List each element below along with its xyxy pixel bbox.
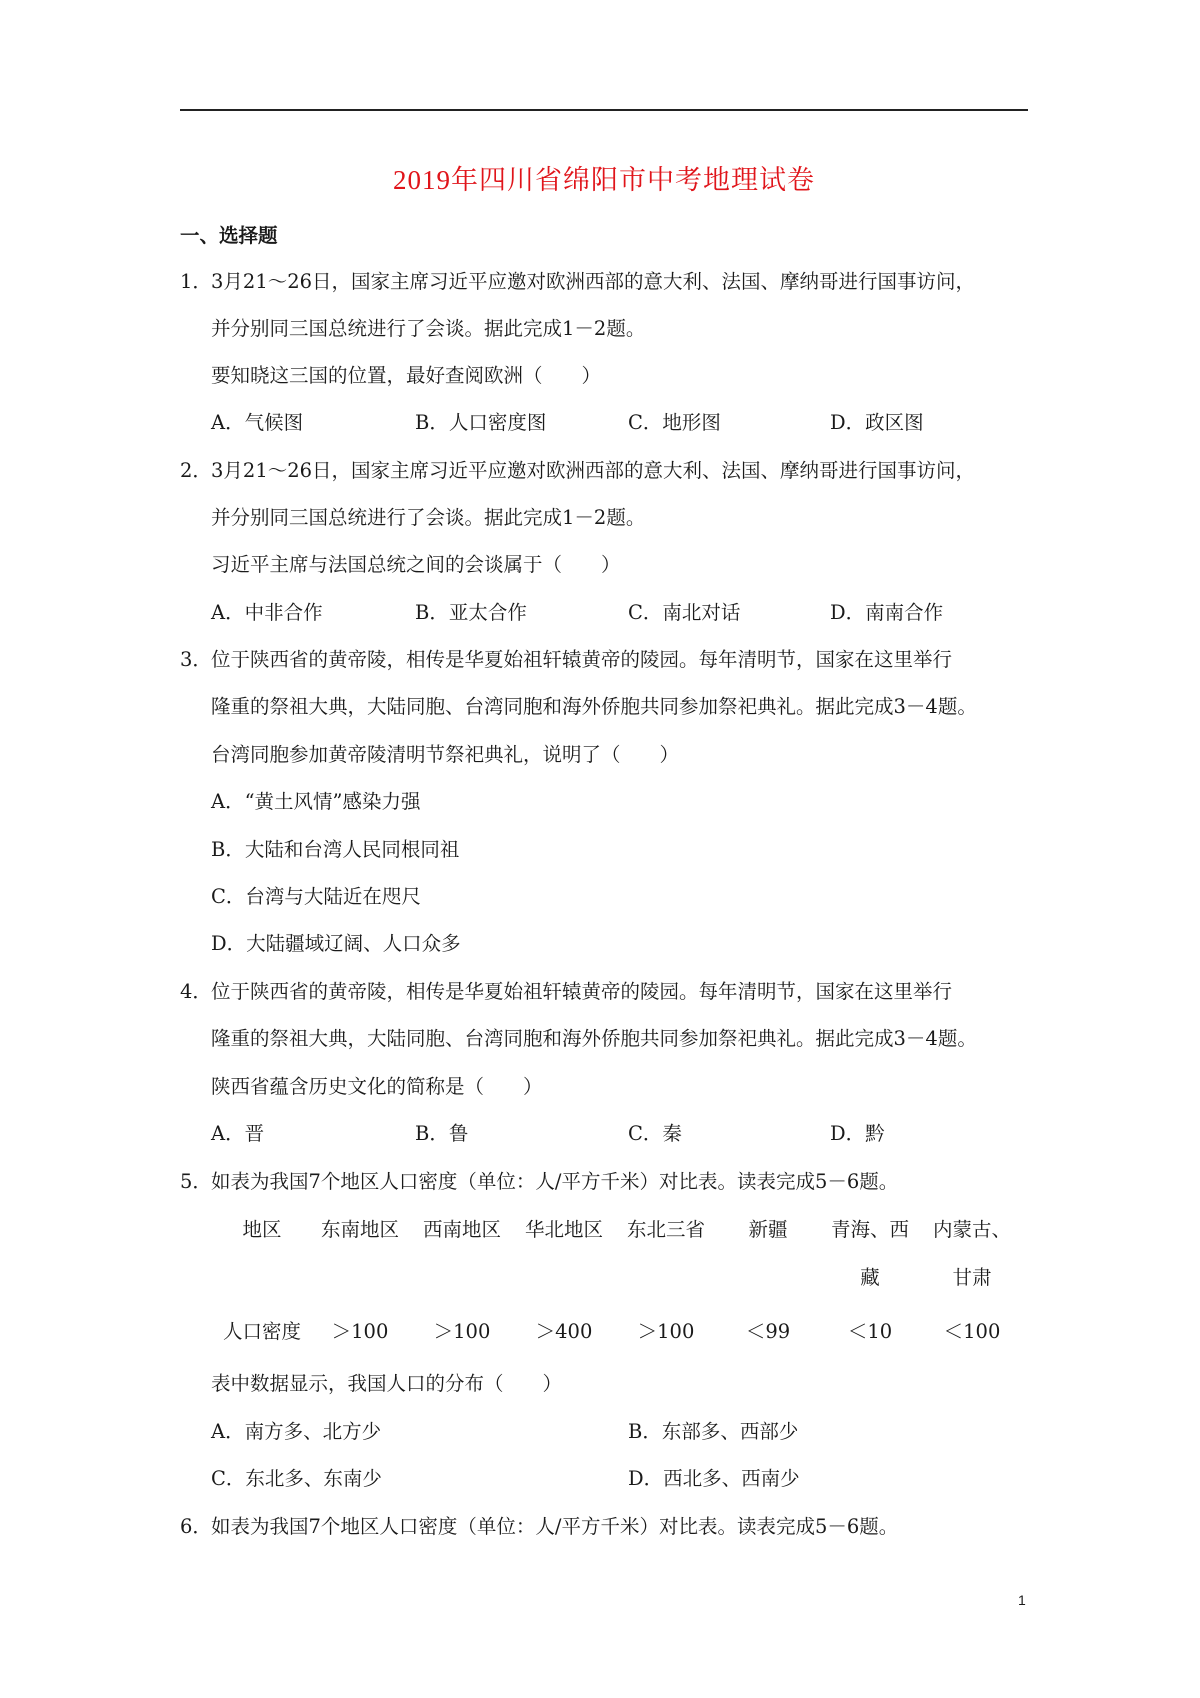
question-stem: 并分别同三国总统进行了会谈。据此完成1－2题。 — [211, 506, 646, 529]
option-d[interactable]: D．南南合作 — [830, 601, 944, 624]
table-header-cell: 地区 — [242, 1218, 282, 1241]
question-prompt: 台湾同胞参加黄帝陵清明节祭祀典礼，说明了（ ） — [211, 743, 680, 766]
table-cell: ＜100 — [943, 1320, 1001, 1343]
question-prompt: 陕西省蕴含历史文化的简称是（ ） — [211, 1075, 543, 1098]
question-prompt: 习近平主席与法国总统之间的会谈属于（ ） — [211, 553, 621, 576]
table-cell: ＞100 — [637, 1320, 695, 1343]
table-header-cell: 甘肃 — [952, 1266, 992, 1289]
question-stem: 位于陕西省的黄帝陵，相传是华夏始祖轩辕黄帝的陵园。每年清明节，国家在这里举行 — [211, 648, 953, 671]
table-row-label: 人口密度 — [222, 1320, 301, 1343]
question-stem: 隆重的祭祖大典，大陆同胞、台湾同胞和海外侨胞共同参加祭祀典礼。据此完成3－4题。 — [211, 1027, 977, 1050]
option-d[interactable]: D．大陆疆域辽阔、人口众多 — [211, 932, 461, 955]
table-header-cell: 藏 — [860, 1266, 880, 1289]
question-number: 4． — [180, 980, 212, 1003]
option-a[interactable]: A．中非合作 — [211, 601, 323, 624]
table-cell: ＞100 — [433, 1320, 491, 1343]
question-number: 2． — [180, 459, 212, 482]
table-header-cell: 内蒙古、 — [932, 1218, 1011, 1241]
table-cell: ＜10 — [847, 1320, 893, 1343]
question-number: 1． — [180, 270, 212, 293]
option-c[interactable]: C．东北多、东南少 — [211, 1467, 382, 1490]
option-c[interactable]: C．台湾与大陆近在咫尺 — [211, 885, 421, 908]
option-b[interactable]: B．人口密度图 — [415, 411, 547, 434]
option-d[interactable]: D．黔 — [830, 1122, 885, 1145]
option-b[interactable]: B．亚太合作 — [415, 601, 527, 624]
option-a[interactable]: A．“黄土风情”感染力强 — [211, 790, 421, 813]
table-header-cell: 青海、西 — [830, 1218, 909, 1241]
question-number: 5． — [180, 1170, 212, 1193]
option-a[interactable]: A．晋 — [211, 1122, 265, 1145]
question-number: 3． — [180, 648, 212, 671]
option-b[interactable]: B．鲁 — [415, 1122, 469, 1145]
page-number: 1 — [1018, 1592, 1026, 1608]
option-a[interactable]: A．南方多、北方少 — [211, 1420, 382, 1443]
option-c[interactable]: C．秦 — [628, 1122, 682, 1145]
section-heading: 一、选择题 — [180, 224, 278, 247]
table-header-cell: 东南地区 — [320, 1218, 399, 1241]
table-cell: ＞400 — [535, 1320, 593, 1343]
table-header-cell: 东北三省 — [626, 1218, 705, 1241]
question-stem: 并分别同三国总统进行了会谈。据此完成1－2题。 — [211, 317, 646, 340]
table-header-cell: 新疆 — [748, 1218, 788, 1241]
table-cell: ＜99 — [745, 1320, 791, 1343]
option-b[interactable]: B．大陆和台湾人民同根同祖 — [211, 838, 460, 861]
option-b[interactable]: B．东部多、西部少 — [628, 1420, 799, 1443]
question-stem: 隆重的祭祖大典，大陆同胞、台湾同胞和海外侨胞共同参加祭祀典礼。据此完成3－4题。 — [211, 695, 977, 718]
option-d[interactable]: D．西北多、西南少 — [628, 1467, 800, 1490]
question-prompt: 要知晓这三国的位置，最好查阅欧洲（ ） — [211, 364, 602, 387]
question-stem: 如表为我国7个地区人口密度（单位：人/平方千米）对比表。读表完成5－6题。 — [211, 1170, 899, 1193]
option-d[interactable]: D．政区图 — [830, 411, 924, 434]
question-stem: 3月21～26日，国家主席习近平应邀对欧洲西部的意大利、法国、摩纳哥进行国事访问， — [211, 270, 976, 293]
page-title: 2019年四川省绵阳市中考地理试卷 — [393, 165, 815, 195]
header-rule — [180, 109, 1028, 111]
option-c[interactable]: C．南北对话 — [628, 601, 741, 624]
table-cell: ＞100 — [331, 1320, 389, 1343]
question-stem: 如表为我国7个地区人口密度（单位：人/平方千米）对比表。读表完成5－6题。 — [211, 1515, 899, 1538]
option-c[interactable]: C．地形图 — [628, 411, 721, 434]
question-stem: 3月21～26日，国家主席习近平应邀对欧洲西部的意大利、法国、摩纳哥进行国事访问， — [211, 459, 976, 482]
question-stem: 位于陕西省的黄帝陵，相传是华夏始祖轩辕黄帝的陵园。每年清明节，国家在这里举行 — [211, 980, 953, 1003]
question-number: 6． — [180, 1515, 212, 1538]
table-header-cell: 西南地区 — [422, 1218, 501, 1241]
option-a[interactable]: A．气候图 — [211, 411, 304, 434]
question-prompt: 表中数据显示，我国人口的分布（ ） — [211, 1372, 563, 1395]
table-header-cell: 华北地区 — [524, 1218, 603, 1241]
